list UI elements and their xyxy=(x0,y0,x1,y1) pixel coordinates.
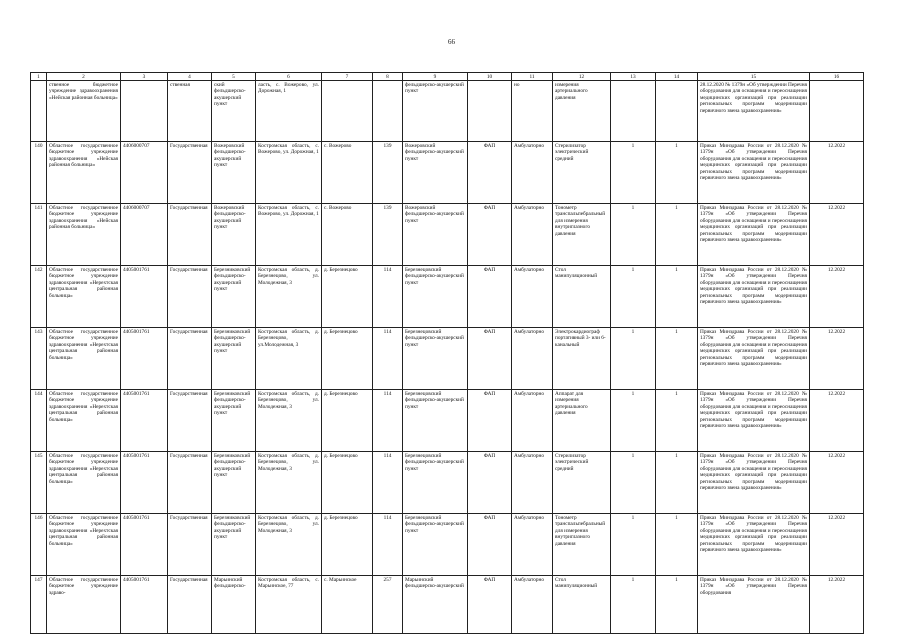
care-type: но xyxy=(512,81,553,142)
row-number: 146 xyxy=(31,514,47,576)
ownership-form: Государственная xyxy=(168,266,212,328)
legal-basis: Приказ Минздрава России от 28.12.2020 № 1379н «Об утверждении Перечня оборудования для оснащения и переоснащения медицинских организаций при реализации региональных программ модернизации первичного звена здравоохранения» xyxy=(698,204,810,266)
settlement-name: д. Березнецово xyxy=(322,390,373,452)
quantity-needed: 1 xyxy=(656,390,698,452)
structural-unit: Березнецовский фельдшерско-акушерский пункт xyxy=(403,390,468,452)
table-row xyxy=(31,142,864,204)
legal-basis: Приказ Минздрава России от 28.12.2020 № 1379н «Об утверждении Перечня оборудования для оснащения и переоснащения медицинских организаций при реализации региональных программ модернизации первичного звена здравоохранения» xyxy=(698,452,810,514)
care-type: Амбулаторно xyxy=(512,204,553,266)
care-type: Амбулаторно xyxy=(512,514,553,576)
column-header: 14 xyxy=(656,73,698,81)
column-header: 15 xyxy=(698,73,810,81)
care-type: Амбулаторно xyxy=(512,452,553,514)
table-row xyxy=(31,452,864,514)
column-header: 7 xyxy=(322,73,373,81)
structural-unit: Березнецовский фельдшерско-акушерский пункт xyxy=(403,328,468,390)
table-row xyxy=(31,514,864,576)
ownership-form: ственная xyxy=(168,81,212,142)
facility-address: Костромская область, с. Вожерово, ул. Дорожная, 1 xyxy=(256,142,322,204)
organization-name: Областное государственное бюджетное учреждение здравоохранения «Нейская районная больница» xyxy=(47,142,121,204)
equipment-name: Тонометр транспальпебральный для измерения внутриглазного давления xyxy=(553,514,611,576)
equipment-table xyxy=(30,72,864,634)
row-number: 144 xyxy=(31,390,47,452)
equipment-name: Тонометр транспальпебральный для измерения внутриглазного давления xyxy=(553,204,611,266)
column-header: 13 xyxy=(611,73,656,81)
unit-type: ФАП xyxy=(468,576,512,634)
column-header: 5 xyxy=(212,73,256,81)
structural-unit: Вожеровский фельдшерско-акушерский пункт xyxy=(403,204,468,266)
quantity-planned: 1 xyxy=(611,204,656,266)
unit-type: ФАП xyxy=(468,514,512,576)
settlement-name: д. Березнецово xyxy=(322,328,373,390)
organization-name: Областное государственное бюджетное учреждение здравоохранения «Нерехтская центральная районная больница» xyxy=(47,514,121,576)
population: 139 xyxy=(373,142,403,204)
legal-basis: 28.12.2020 № 1379н «Об утверждении Перечня оборудования для оснащения и переоснащения медицинских организаций при реализации региональных программ модернизации первичного звена здравоохранения» xyxy=(698,81,810,142)
quantity-planned: 1 xyxy=(611,328,656,390)
quantity-planned: 1 xyxy=(611,266,656,328)
organization-code: 4405001761 xyxy=(121,266,168,328)
organization-name: Областное государственное бюджетное учреждение здравоохранения «Нерехтская центральная районная больница» xyxy=(47,452,121,514)
unit-type: ФАП xyxy=(468,142,512,204)
column-header: 4 xyxy=(168,73,212,81)
unit-type: ФАП xyxy=(468,452,512,514)
population: 114 xyxy=(373,266,403,328)
delivery-date: 12.2022 xyxy=(810,576,864,634)
facility-name: Березниковский фельдшерско-акушерский пункт xyxy=(212,390,256,452)
delivery-date: 12.2022 xyxy=(810,390,864,452)
care-type: Амбулаторно xyxy=(512,328,553,390)
table-row xyxy=(31,204,864,266)
ownership-form: Государственная xyxy=(168,328,212,390)
equipment-name: измерения артериального давления xyxy=(553,81,611,142)
population xyxy=(373,81,403,142)
column-header: 12 xyxy=(553,73,611,81)
equipment-name: Стерилизатор электрический средний xyxy=(553,142,611,204)
settlement-name: д. Березнецово xyxy=(322,514,373,576)
row-number: 142 xyxy=(31,266,47,328)
row-number: 145 xyxy=(31,452,47,514)
delivery-date: 12.2022 xyxy=(810,514,864,576)
organization-code: 4405001761 xyxy=(121,390,168,452)
delivery-date: 12.2022 xyxy=(810,452,864,514)
facility-address: Костромская область, д. Березнецово, ул. Молодежная, 3 xyxy=(256,514,322,576)
organization-name: Областное государственное бюджетное учреждение здравоохранения «Нейская районная больница» xyxy=(47,204,121,266)
care-type: Амбулаторно xyxy=(512,142,553,204)
table-row xyxy=(31,576,864,634)
care-type: Амбулаторно xyxy=(512,576,553,634)
settlement-name: д. Березнецово xyxy=(322,266,373,328)
equipment-name: Стерилизатор электрический средний xyxy=(553,452,611,514)
facility-name: Вожеровский фельдшерско-акушерский пункт xyxy=(212,142,256,204)
population: 114 xyxy=(373,390,403,452)
population: 114 xyxy=(373,328,403,390)
legal-basis: Приказ Минздрава России от 28.12.2020 № 1379н «Об утверждении Перечня оборудования для оснащения и переоснащения медицинских организаций при реализации региональных программ модернизации первичного звена здравоохранения» xyxy=(698,142,810,204)
facility-address: Костромская область, с. Вожерово, ул. Дорожная, 1 xyxy=(256,204,322,266)
facility-name: Березниковский фельдшерско-акушерский пункт xyxy=(212,328,256,390)
quantity-needed: 1 xyxy=(656,328,698,390)
population: 257 xyxy=(373,576,403,634)
organization-code: 4406000707 xyxy=(121,142,168,204)
population: 114 xyxy=(373,452,403,514)
structural-unit: Березнецовский фельдшерско-акушерский пункт xyxy=(403,514,468,576)
equipment-name: Аппарат для измерения артериального давления xyxy=(553,390,611,452)
organization-code: 4405001761 xyxy=(121,328,168,390)
quantity-planned: 1 xyxy=(611,390,656,452)
quantity-needed: 1 xyxy=(656,576,698,634)
column-header: 11 xyxy=(512,73,553,81)
quantity-planned: 1 xyxy=(611,514,656,576)
quantity-planned: 1 xyxy=(611,576,656,634)
unit-type xyxy=(468,81,512,142)
equipment-name: Стол манипуляционный xyxy=(553,266,611,328)
settlement-name: с. Вожерово xyxy=(322,204,373,266)
column-header: 3 xyxy=(121,73,168,81)
delivery-date xyxy=(810,81,864,142)
table-row xyxy=(31,81,864,142)
facility-address: Костромская область, д. Березнецово, ул. Молодежная, 3 xyxy=(256,266,322,328)
structural-unit: Березнецовский фельдшерско-акушерский пункт xyxy=(403,266,468,328)
column-header: 16 xyxy=(810,73,864,81)
column-header: 6 xyxy=(256,73,322,81)
ownership-form: Государственная xyxy=(168,452,212,514)
row-number: 147 xyxy=(31,576,47,634)
facility-address: Костромская область, д. Березнецово, ул. Молодежная, 3 xyxy=(256,390,322,452)
ownership-form: Государственная xyxy=(168,204,212,266)
facility-name: Березниковский фельдшерско-акушерский пункт xyxy=(212,266,256,328)
column-header: 2 xyxy=(47,73,121,81)
column-header: 10 xyxy=(468,73,512,81)
row-number: 143 xyxy=(31,328,47,390)
legal-basis: Приказ Минздрава России от 28.12.2020 № 1379н «Об утверждении Перечня оборудования для оснащения и переоснащения медицинских организаций при реализации региональных программ модернизации первичного звена здравоохранения» xyxy=(698,266,810,328)
delivery-date: 12.2022 xyxy=(810,142,864,204)
quantity-planned: 1 xyxy=(611,452,656,514)
quantity-needed: 1 xyxy=(656,204,698,266)
ownership-form: Государственная xyxy=(168,142,212,204)
row-number: 141 xyxy=(31,204,47,266)
organization-name: ственное бюджетное учреждение здравоохранения «Нейская районная больница» xyxy=(47,81,121,142)
facility-address: Костромская область, д. Березнецово, ул.Молодежная, 3 xyxy=(256,328,322,390)
table-row xyxy=(31,390,864,452)
ownership-form: Государственная xyxy=(168,390,212,452)
column-header: 9 xyxy=(403,73,468,81)
column-number-row xyxy=(31,73,864,81)
quantity-planned xyxy=(611,81,656,142)
delivery-date: 12.2022 xyxy=(810,266,864,328)
facility-name: Березниковский фельдшерско-акушерский пункт xyxy=(212,514,256,576)
structural-unit: Марьинский фельдшерско-акушерский xyxy=(403,576,468,634)
quantity-needed: 1 xyxy=(656,142,698,204)
population: 139 xyxy=(373,204,403,266)
facility-name: Березниковский фельдшерско-акушерский пункт xyxy=(212,452,256,514)
organization-name: Областное государственное бюджетное учреждение здраво- xyxy=(47,576,121,634)
settlement-name xyxy=(322,81,373,142)
quantity-needed xyxy=(656,81,698,142)
column-header: 1 xyxy=(31,73,47,81)
settlement-name: с. Вожерово xyxy=(322,142,373,204)
unit-type: ФАП xyxy=(468,204,512,266)
organization-name: Областное государственное бюджетное учреждение здравоохранения «Нерехтская центральная районная больница» xyxy=(47,390,121,452)
quantity-needed: 1 xyxy=(656,452,698,514)
organization-code xyxy=(121,81,168,142)
ownership-form: Государственная xyxy=(168,514,212,576)
table-row xyxy=(31,328,864,390)
row-number xyxy=(31,81,47,142)
organization-code: 4406000707 xyxy=(121,204,168,266)
organization-code: 4405001761 xyxy=(121,452,168,514)
settlement-name: д. Березнецово xyxy=(322,452,373,514)
organization-name: Областное государственное бюджетное учреждение здравоохранения «Нерехтская центральная районная больница» xyxy=(47,266,121,328)
quantity-planned: 1 xyxy=(611,142,656,204)
equipment-name: Электрокардиограф портативный 3- или 6-канальный xyxy=(553,328,611,390)
table-row xyxy=(31,266,864,328)
facility-address: Костромская область, с. Марьинское, 77 xyxy=(256,576,322,634)
quantity-needed: 1 xyxy=(656,266,698,328)
facility-name: Марьинский фельдшерско- xyxy=(212,576,256,634)
population: 114 xyxy=(373,514,403,576)
delivery-date: 12.2022 xyxy=(810,204,864,266)
structural-unit: фельдшерско-акушерский пункт xyxy=(403,81,468,142)
legal-basis: Приказ Минздрава России от 28.12.2020 № 1379н «Об утверждении Перечня оборудования для оснащения и переоснащения медицинских организаций при реализации региональных программ модернизации первичного звена здравоохранения» xyxy=(698,514,810,576)
care-type: Амбулаторно xyxy=(512,266,553,328)
facility-address: ласть, с. Вожерово, ул. Дорожная, 1 xyxy=(256,81,322,142)
quantity-needed: 1 xyxy=(656,514,698,576)
legal-basis: Приказ Минздрава России от 28.12.2020 № 1379н «Об утверждении Перечня оборудования для оснащения и переоснащения медицинских организаций при реализации региональных программ модернизации первичного звена здравоохранения» xyxy=(698,390,810,452)
structural-unit: Березнецовский фельдшерско-акушерский пункт xyxy=(403,452,468,514)
unit-type: ФАП xyxy=(468,266,512,328)
organization-name: Областное государственное бюджетное учреждение здравоохранения «Нерехтская центральная районная больница» xyxy=(47,328,121,390)
column-header: 8 xyxy=(373,73,403,81)
settlement-name: с. Марьинское xyxy=(322,576,373,634)
ownership-form: Государственная xyxy=(168,576,212,634)
organization-code: 4405001761 xyxy=(121,514,168,576)
unit-type: ФАП xyxy=(468,328,512,390)
care-type: Амбулаторно xyxy=(512,390,553,452)
structural-unit: Вожеровский фельдшерско-акушерский пункт xyxy=(403,142,468,204)
row-number: 140 xyxy=(31,142,47,204)
organization-code: 4405001761 xyxy=(121,576,168,634)
facility-name: Вожеровский фельдшерско-акушерский пункт xyxy=(212,204,256,266)
facility-name: ский фельдшерско-акушерский пункт xyxy=(212,81,256,142)
legal-basis: Приказ Минздрава России от 28.12.2020 № 1379н «Об утверждении Перечня оборудования для оснащения и переоснащения медицинских организаций при реализации региональных программ модернизации первичного звена здравоохранения» xyxy=(698,328,810,390)
legal-basis: Приказ Минздрава России от 28.12.2020 № 1379н «Об утверждении Перечня оборудования xyxy=(698,576,810,634)
delivery-date: 12.2022 xyxy=(810,328,864,390)
facility-address: Костромская область, д. Березнецово, ул. Молодежная, 3 xyxy=(256,452,322,514)
unit-type: ФАП xyxy=(468,390,512,452)
page-number: 66 xyxy=(448,38,455,46)
equipment-name: Стол манипуляционный xyxy=(553,576,611,634)
